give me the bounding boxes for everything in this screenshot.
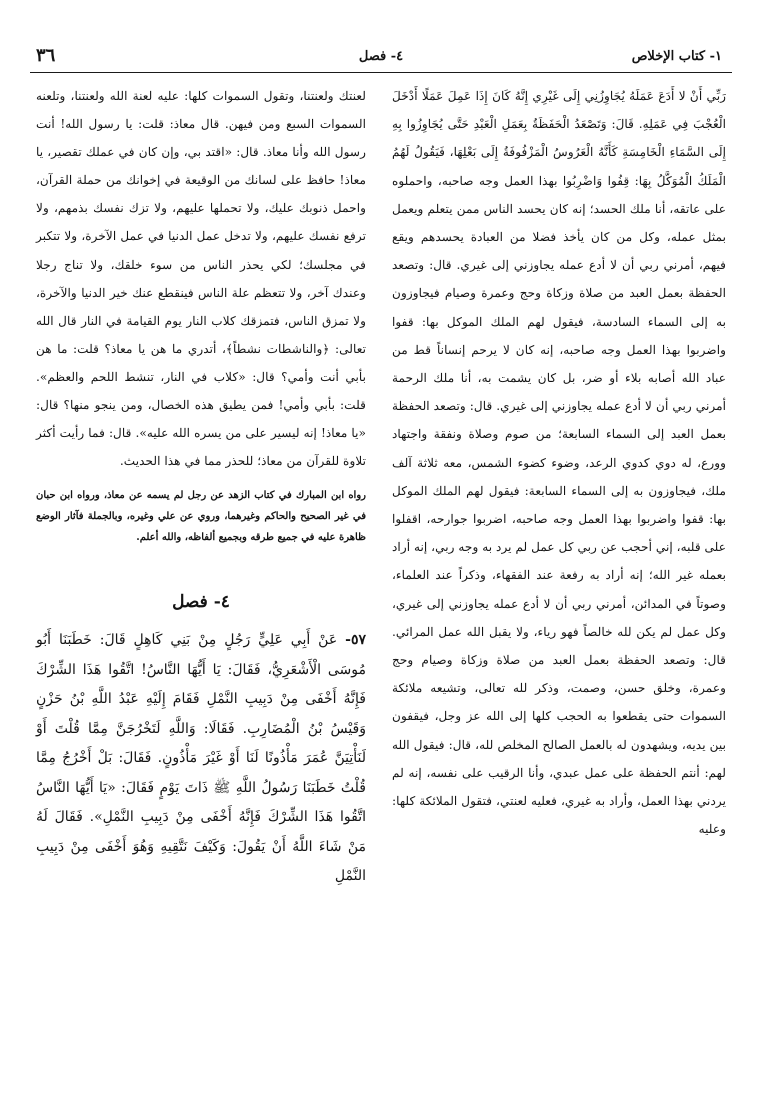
right-column	[392, 82, 726, 843]
page-number: ٣٦	[36, 45, 56, 66]
hadith-number: ٥٧-	[345, 632, 367, 649]
hadith-text: عَنْ أَبِي عَلِيٍّ رَجُلٍ مِنْ بَنِي كَاهِلٍ قَالَ: خَطَبَنَا أَبُو مُوسَى الْأَشْعَرِيُّ، فَقَالَ: يَا أَيُّهَا النَّاسُ! اتَّقُوا هَذَا الشِّرْكَ فَإِنَّهُ أَخْفَى مِنْ دَبِيبِ النَّمْلِ فَقَامَ إِلَيْهِ عَبْدُ اللَّهِ بْنُ حَزْنٍ وَقَيْسُ بْنُ الْمُضَارِبِ. فَقَالَا: وَاللَّهِ لَتَخْرُجَنَّ مِمَّا قُلْتَ أَوْ لَنَأْتِيَنَّ عُمَرَ مَأْذُونًا لَنَا أَوْ غَيْرَ مَأْذُونٍ. فَقَالَ: بَلْ أَخْرُجُ مِمَّا قُلْتُ خَطَبَنَا رَسُولُ اللَّهِ ﷺ ذَاتَ يَوْمٍ فَقَالَ: «يَا أَيُّهَا النَّاسُ اتَّقُوا هَذَا الشِّرْكَ فَإِنَّهُ أَخْفَى مِنْ دَبِيبِ النَّمْلِ». فَقَالَ لَهُ مَنْ شَاءَ اللَّهُ أَنْ يَقُولَ: وَكَيْفَ نَتَّقِيهِ وَهُوَ أَخْفَى مِنْ دَبِيبِ النَّمْلِ	[36, 632, 366, 885]
chapter-title: ٤- فصل	[358, 49, 404, 64]
left-column	[36, 82, 366, 892]
section-title: ٤- فصل	[172, 592, 230, 613]
page-header	[30, 45, 732, 71]
book-title: ١- كتاب الإخلاص	[631, 49, 722, 64]
footnote: رواه ابن المبارك في كتاب الزهد عن رجل لم يسمه عن معاذ، ورواه ابن حبان في غير الصحيح والحاكم وغيرهما، وروي عن علي وغيره، وبالجملة فآثار الوضع ظاهرة عليه في جميع طرقه وبجميع ألفاظه، والله أعلم.	[36, 490, 366, 544]
hadith-paragraph	[36, 626, 366, 892]
left-column-text: لعنتك ولعنتنا، وتقول السموات كلها: عليه لعنة الله ولعنتنا، وتلعنه السموات السبع ومن فيهن. قال معاذ: قلت: يا رسول الله! أنت رسول الله وأنا معاذ. قال: «اقتد بي، وإن كان في عملك تقصير، يا معاذ! حافظ على لسانك من الوقيعة في إخوانك من حملة القرآن، واحمل ذنوبك عليك، ولا تحملها عليهم، ولا تزك نفسك بذمهم، ولا ترفع نفسك عليهم، ولا تدخل عمل الدنيا في عمل الآخرة، ولا تتكبر في مجلسك؛ لكي يحذر الناس من سوء خلقك، ولا تناج رجلا وعندك آخر، ولا تتعظم علة الناس فينقطع عنك خير الدنيا والآخرة، ولا تمزق الناس، فتمزقك كلاب النار يوم القيامة في النار قال الله تعالى: ﴿والناشطات نشطاً﴾، أتدري ما هن يا معاذ؟ قلت: ما هن بأبي أنت وأمي؟ قال: «كلاب في النار، تنشط اللحم والعظم». قلت: بأبي وأمي! فمن يطيق هذه الخصال، ومن ينجو منها؟ قال: «يا معاذ! إنه ليسير على من يسره الله عليه». قال: فما رأيت أكثر تلاوة للقرآن من معاذ؛ للحذر مما في هذا الحديث.	[36, 89, 366, 469]
header-rule	[30, 72, 732, 73]
right-column-text: رَبِّي أَنْ لا أَدَعَ عَمَلَهُ يُجَاوِزُنِي إِلَى غَيْرِي إِنَّهُ كَانَ إِذَا عَمِلَ عَمَلًا أَدْخَلَ الْعُجْبَ فِي عَمَلِهِ. قَالَ: وَتَصْعَدُ الْحَفَظَةُ بِعَمَلِ الْعَبْدِ حَتَّى يُجَاوِزُوا بِهِ إِلَى السَّمَاءِ الْخَامِسَةِ كَأَنَّهُ الْعَرُوسُ الْمَزْفُوفَةُ إِلَى بَعْلِهَا، فَيَقُولُ لَهُمُ الْمَلَكُ الْمُوَكَّلُ بِهَا: قِفُوا وَاضْرِبُوا بهذا العمل وجه صاحبه، واحملوه على عاتقه، أنا ملك الحسد؛ إنه كان يحسد الناس ممن يتعلم ويعمل بمثل عمله، وكل من كان يأخذ فضلا من العبادة يحسدهم ويقع فيهم، أمرني ربي أن لا أدع عمله يجاوزني إلى غيري. قال: وتصعد الحفظة بعمل العبد من صلاة وزكاة وحج وعمرة وصيام فيجاوزون به إلى السماء السادسة، فيقول لهم الملك الموكل بها: قفوا واضربوا بهذا العمل وجه صاحبه، إنه كان لا يرحم إنساناً قط من عباد الله أصابه بلاء أو ضر، بل كان يشمت به، أنا ملك الرحمة أمرني ربي أن لا أدع عمله يجاوزني إلى غيري. قال: وتصعد الحفظة بعمل العبد إلى السماء السابعة؛ من صوم وصلاة ونفقة واجتهاد وورع، له دوي كدوي الرعد، وضوء كضوء الشمس، معه ثلاثة آلف ملك، فيجاوزون به إلى السماء السابعة: فيقول لهم الملك الموكل بها: قفوا واضربوا بهذا العمل وجه صاحبه، اضربوا جوارحه، اقفلوا على قلبه، إني أحجب عن ربي كل عمل لم يرد به وجه ربي، إنه أراد بعمله غير الله؛ إنه أراد به رفعة عند الفقهاء، وذكراً عند العلماء، وصوتاً في المدائن، أمرني ربي أن لا أدع عمله يجاوزني إلى غيري، وكل عمل لم يكن لله خالصاً فهو رياء، ولا يقبل الله عمل المرائي. قال: وتصعد الحفظة بعمل العبد من صلاة وزكاة وصيام وحج وعمرة، وخلق حسن، وصمت، وذكر لله تعالى، وتشيعه ملائكة السموات حتى يقطعوا به الحجب كلها إلى الله عز وجل، فيقفون بين يديه، ويشهدون له بالعمل الصالح المخلص لله، قال: فيقول الله لهم: أنتم الحفظة على عمل عبدي، وأنا الرقيب على نفسه، إنه لم يردني بهذا العمل، وأراد به غيري، فعليه لعنتي، فتقول الملائكة كلها: وعليه	[392, 89, 726, 837]
